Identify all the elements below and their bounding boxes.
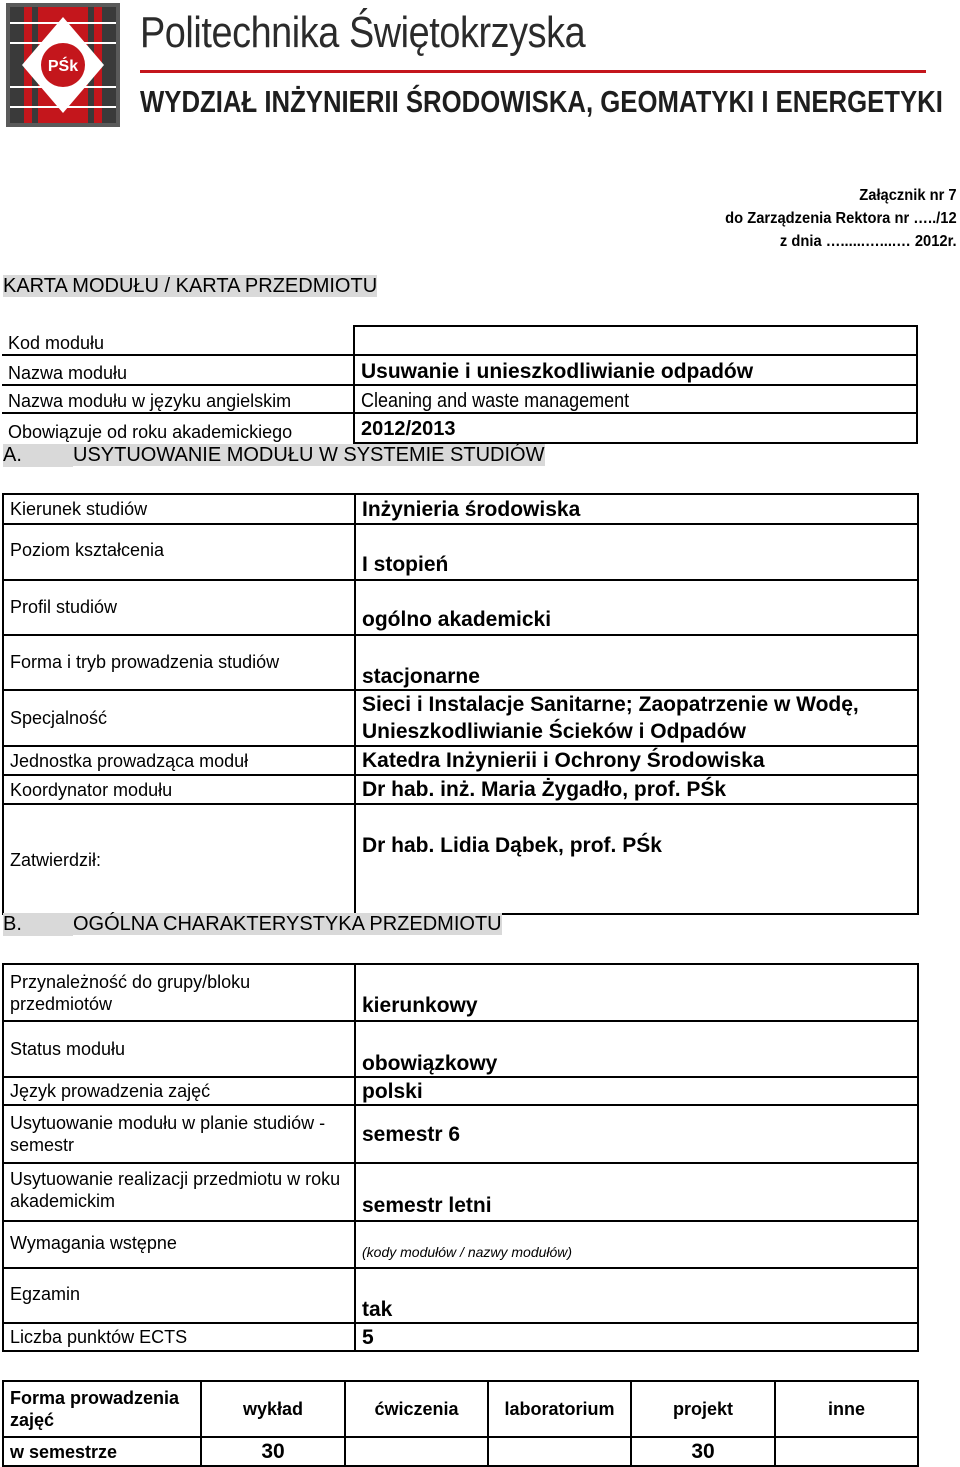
svg-text:PŚk: PŚk bbox=[47, 58, 79, 75]
laboratory-hours bbox=[488, 1437, 631, 1466]
study-mode-label: Forma i tryb prowadzenia studiów bbox=[3, 635, 355, 690]
module-name-en-label: Nazwa modułu w języku angielskim bbox=[2, 385, 354, 413]
level-value: I stopień bbox=[355, 524, 918, 580]
table-row bbox=[3, 1437, 918, 1466]
field-of-study-value: Inżynieria środowiska bbox=[355, 494, 918, 524]
level-label: Poziom kształcenia bbox=[3, 524, 355, 580]
faculty-name: WYDZIAŁ INŻYNIERII ŚRODOWISKA, GEOMATYKI I ENERGETYKI bbox=[140, 84, 943, 119]
column-exercises: ćwiczenia bbox=[345, 1381, 488, 1437]
column-other: inne bbox=[775, 1381, 918, 1437]
table-row bbox=[2, 413, 917, 443]
valid-from-value: 2012/2013 bbox=[354, 413, 917, 443]
ects-value: 5 bbox=[355, 1323, 918, 1351]
section-a-letter: A. bbox=[3, 444, 73, 467]
realization-value: semestr letni bbox=[355, 1163, 918, 1221]
study-mode-value: stacjonarne bbox=[355, 635, 918, 690]
module-name-value: Usuwanie i unieszkodliwianie odpadów bbox=[354, 355, 917, 385]
profile-value: ogólno akademicki bbox=[355, 580, 918, 635]
table-row bbox=[3, 690, 918, 746]
table-row bbox=[3, 746, 918, 775]
field-of-study-label: Kierunek studiów bbox=[3, 494, 355, 524]
semester-row-label: w semestrze bbox=[3, 1437, 201, 1466]
annex-line-2: do Zarządzenia Rektora nr …../12 bbox=[725, 210, 957, 227]
lecture-hours: 30 bbox=[201, 1437, 345, 1466]
section-b-heading bbox=[3, 913, 502, 936]
table-row bbox=[3, 494, 918, 524]
table-row bbox=[3, 635, 918, 690]
header-divider bbox=[140, 70, 926, 73]
plan-semester-label: Usytuowanie modułu w planie studiów - semestr bbox=[3, 1105, 355, 1163]
table-row bbox=[3, 1381, 918, 1437]
other-hours bbox=[775, 1437, 918, 1466]
coordinator-label: Koordynator modułu bbox=[3, 775, 355, 804]
hours-header-label: Forma prowadzenia zajęć bbox=[3, 1381, 201, 1437]
section-a-heading bbox=[3, 444, 545, 467]
table-row bbox=[3, 524, 918, 580]
annex-note bbox=[726, 184, 957, 253]
table-row bbox=[3, 1105, 918, 1163]
profile-label: Profil studiów bbox=[3, 580, 355, 635]
exam-value: tak bbox=[355, 1268, 918, 1323]
section-a-table bbox=[2, 493, 919, 915]
ects-label: Liczba punktów ECTS bbox=[3, 1323, 355, 1351]
unit-label: Jednostka prowadząca moduł bbox=[3, 746, 355, 775]
course-group-label: Przynależność do grupy/bloku przedmiotów bbox=[3, 964, 355, 1021]
document-title: KARTA MODUŁU / KARTA PRZEDMIOTU bbox=[3, 275, 378, 297]
module-name-label: Nazwa modułu bbox=[2, 355, 354, 385]
plan-semester-value: semestr 6 bbox=[355, 1105, 918, 1163]
university-logo bbox=[6, 3, 120, 127]
approved-by-label: Zatwierdził: bbox=[3, 804, 355, 914]
table-row bbox=[3, 1163, 918, 1221]
module-code-value bbox=[354, 326, 917, 355]
university-name: Politechnika Świętokrzyska bbox=[140, 8, 586, 57]
exam-label: Egzamin bbox=[3, 1268, 355, 1323]
section-b-letter: B. bbox=[3, 913, 73, 936]
table-row bbox=[3, 1021, 918, 1077]
language-value: polski bbox=[355, 1077, 918, 1105]
project-hours: 30 bbox=[631, 1437, 775, 1466]
specialty-value: Sieci i Instalacje Sanitarne; Zaopatrzenie w Wodę, Unieszkodliwianie Ścieków i Odpadów bbox=[355, 690, 918, 746]
table-row bbox=[2, 385, 917, 413]
approved-by-value: Dr hab. Lidia Dąbek, prof. PŚk bbox=[355, 804, 918, 914]
column-project: projekt bbox=[631, 1381, 775, 1437]
annex-line-1: Załącznik nr 7 bbox=[859, 187, 957, 204]
hours-table bbox=[2, 1380, 919, 1467]
coordinator-value: Dr hab. inż. Maria Żygadło, prof. PŚk bbox=[355, 775, 918, 804]
table-row bbox=[3, 1077, 918, 1105]
annex-line-3: z dnia …......…....… 2012r. bbox=[780, 233, 957, 250]
module-code-label: Kod modułu bbox=[2, 326, 354, 355]
section-a-title: USYTUOWANIE MODUŁU W SYSTEMIE STUDIÓW bbox=[73, 444, 545, 466]
realization-label: Usytuowanie realizacji przedmiotu w roku akademickim bbox=[3, 1163, 355, 1221]
table-row bbox=[3, 804, 918, 914]
section-b-table bbox=[2, 963, 919, 1352]
column-laboratory: laboratorium bbox=[488, 1381, 631, 1437]
table-row bbox=[3, 1268, 918, 1323]
course-group-value: kierunkowy bbox=[355, 964, 918, 1021]
table-row bbox=[3, 580, 918, 635]
exercises-hours bbox=[345, 1437, 488, 1466]
module-table bbox=[2, 325, 918, 444]
module-status-value: obowiązkowy bbox=[355, 1021, 918, 1077]
table-row bbox=[3, 1221, 918, 1268]
table-row bbox=[2, 326, 917, 355]
prerequisites-label: Wymagania wstępne bbox=[3, 1221, 355, 1268]
module-status-label: Status modułu bbox=[3, 1021, 355, 1077]
unit-value: Katedra Inżynierii i Ochrony Środowiska bbox=[355, 746, 918, 775]
table-row bbox=[3, 1323, 918, 1351]
table-row bbox=[2, 355, 917, 385]
table-row bbox=[3, 964, 918, 1021]
column-lecture: wykład bbox=[201, 1381, 345, 1437]
module-name-en-value: Cleaning and waste management bbox=[354, 385, 917, 413]
section-b-title: OGÓLNA CHARAKTERYSTYKA PRZEDMIOTU bbox=[73, 913, 502, 935]
valid-from-label: Obowiązuje od roku akademickiego bbox=[2, 413, 354, 443]
table-row bbox=[3, 775, 918, 804]
specialty-label: Specjalność bbox=[3, 690, 355, 746]
prerequisites-value: (kody modułów / nazwy modułów) bbox=[355, 1221, 918, 1268]
language-label: Język prowadzenia zajęć bbox=[3, 1077, 355, 1105]
